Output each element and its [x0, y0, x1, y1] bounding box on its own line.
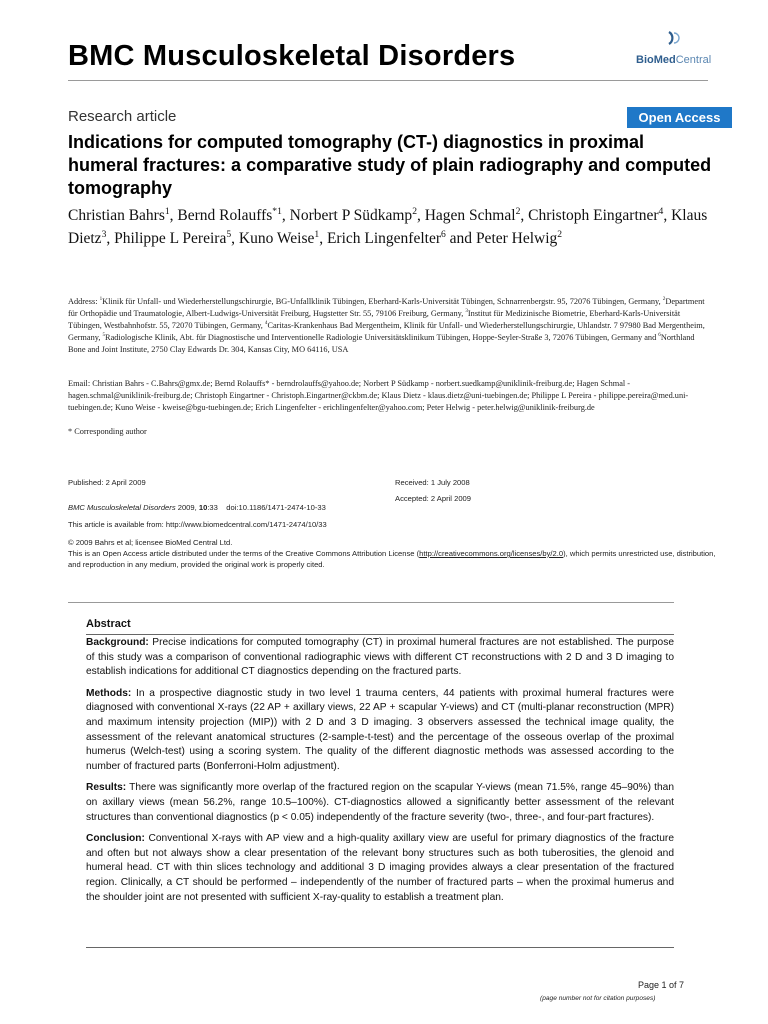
biomed-central-logo[interactable] [636, 30, 712, 72]
abstract-section-text: Precise indications for computed tomography (CT) in proximal humeral fractures are not established. The purpose of this study was a comparison of conventional radiographic views with different CT reconstructions with 2 D and 3 D imaging to establish indications for additional CT diagnostics depending on the fractured parts. [86, 637, 674, 678]
article-type: Research article [68, 108, 177, 125]
abstract-section-text: Conventional X-rays with AP view and a high-quality axillary view are useful for primary diagnostics of the fracture and often but not always show a clear presentation of the relevant bony structures such as both tuberosities, the glenoid and humeral head. CT with thin slices technology and additional 3 D imaging provides always a clear presentation of the fractured region. Clinically, a CT should be performed – independently of the number of fractured parts – when the proximal humerus and the shoulder joint are not presented with sufficient X-ray-quality to establish a treatment plan. [86, 833, 674, 903]
author-affiliation-mark: 2 [412, 205, 417, 217]
affiliation-text: Northland Bone and Joint Institute, 2750 Clay Edwards Dr. 304, Kansas City, MO 64116, USA [68, 333, 695, 354]
abstract-heading-rule [86, 634, 674, 635]
abstract-paragraph [86, 636, 674, 680]
abstract-paragraph [86, 781, 674, 825]
affiliation-text: Caritas-Krankenhaus Bad Mergentheim, Klinik für Unfall- und Wiederherstellungschirurgie, Uhlandstr. 7 97980 Bad Mergentheim, Germany, [68, 321, 705, 342]
affiliations [68, 296, 708, 356]
availability-url[interactable]: This article is available from: http://www.biomedcentral.com/1471-2474/10/33 [68, 520, 327, 529]
author-name: Erich Lingenfelter [326, 230, 441, 247]
abstract-section-label: Conclusion: [86, 833, 145, 845]
license-text [68, 548, 718, 570]
corresponding-author-note: * Corresponding author [68, 427, 147, 436]
citation-line [68, 502, 326, 513]
author-affiliation-mark: 4 [658, 205, 664, 217]
author-name: Christoph Eingartner [528, 207, 659, 224]
citation-year: 2009, [175, 503, 199, 512]
page-number: Page 1 of 7 [638, 980, 685, 990]
received-date: Received: 1 July 2008 [395, 478, 470, 487]
author-name: Philippe L Pereira [114, 230, 227, 247]
author-separator: , [231, 230, 239, 247]
license-text-a: This is an Open Access article distributed under the terms of the Creative Commons Attribution License ( [68, 549, 420, 558]
author-name: Bernd Rolauffs [177, 207, 273, 224]
author-name: Norbert P Südkamp [289, 207, 413, 224]
abstract-bottom-rule [86, 947, 674, 948]
journal-title: BMC Musculoskeletal Disorders [68, 40, 516, 72]
author-separator: , [319, 230, 327, 247]
abstract-heading: Abstract [86, 618, 131, 630]
abstract-section-label: Results: [86, 782, 127, 794]
open-access-badge: Open Access [627, 107, 732, 128]
author-affiliation-mark: 2 [515, 205, 521, 217]
author-name: Hagen Schmal [424, 207, 516, 224]
author-separator: and [445, 230, 476, 247]
author-separator: , [106, 230, 115, 247]
author-separator: , [169, 207, 178, 224]
biomed-arc-icon [666, 30, 680, 46]
author-affiliation-mark: 2 [557, 228, 563, 240]
abstract-section-text: In a prospective diagnostic study in two level 1 trauma centers, 44 patients with proximal humeral fractures were diagnosed with conventional X-rays (22 AP + axillary views, 22 AP + scapular Y-views) and CT (multi-planar reconstruction (MPR) and maximum intensity projection (MIP)) with 2 D and 3 D imaging. 3 observers assessed the technical image quality, the assessment of the relevant anatomical structures (2-sample-t-test) and the percentage of the osseous overlap of the proximal humerus (Welch-test) using a scoring system. The quality of the different diagnostic methods was assessed according to the number of fractured parts (Bonferroni-Holm adjustment). [86, 687, 674, 772]
affiliation-text: Radiologische Klinik, Abt. für Diagnostische und Interventionelle Radiologie Universitätsklinikum Tübingen, Hoppe-Seyler-Straße 3, 72076 Tübingen, Germany and [105, 333, 659, 342]
address-label: Address: [68, 297, 100, 306]
header-divider [68, 80, 708, 81]
license-link[interactable]: http://creativecommons.org/licenses/by/2.0 [419, 549, 564, 558]
affiliation-number: 1 [99, 296, 103, 303]
author-affiliation-mark: 1 [164, 205, 170, 217]
publisher-name [636, 54, 711, 66]
citation-doi: :33 doi:10.1186/1471-2474-10-33 [207, 503, 326, 512]
author-name: Christian Bahrs [68, 207, 165, 224]
citation-journal: BMC Musculoskeletal Disorders [68, 503, 176, 512]
abstract-section-label: Background: [86, 637, 149, 648]
affiliation-text: Department für Orthopädie und Traumatologie, Albert-Ludwigs-Universität Freiburg, Hugstetter Str. 55, 79106 Freiburg, Germany, [68, 297, 705, 318]
author-affiliation-mark: *1 [272, 205, 282, 217]
abstract-paragraph [86, 687, 674, 775]
affiliation-number: 6 [658, 332, 661, 339]
author-separator: , [520, 207, 529, 224]
accepted-date: Accepted: 2 April 2009 [395, 494, 471, 503]
author-separator: , [281, 207, 290, 224]
author-list [68, 204, 728, 250]
abstract-body [86, 636, 674, 912]
publisher-name-bold: BioMed [636, 54, 676, 66]
affiliation-number: 2 [662, 296, 666, 303]
abstract-top-rule [68, 602, 674, 603]
author-affiliation-mark: 1 [314, 228, 320, 240]
page-number-note: (page number not for citation purposes) [540, 995, 656, 1002]
author-affiliation-mark: 6 [441, 228, 446, 240]
license-block [68, 537, 718, 570]
publisher-name-rest: Central [675, 54, 712, 66]
author-affiliation-mark: 3 [101, 228, 107, 240]
author-affiliation-mark: 5 [226, 228, 232, 240]
author-name: Kuno Weise [238, 230, 315, 247]
abstract-section-label: Methods: [86, 687, 132, 699]
author-name: Klaus Dietz [68, 207, 708, 247]
affiliation-text: Institut für Medizinische Biometrie, Eberhard-Karls-Universität Tübingen, Westbahnhofstr. 55, 72070 Tübingen, Germany, [68, 309, 681, 330]
abstract-section-text: There was significantly more overlap of the fractured region on the scapular Y-views (mean 71.5%, range 45–90%) than on axillary views (mean 56.2%, range 10.5–100%). CT-diagnostics allowed a significantly better assessment of the relevant structures than conventional diagnostics (p < 0.05) independently of the fracture severity (two-, three-, and four-part fractures). [86, 782, 674, 823]
author-separator: , [416, 207, 425, 224]
copyright-line: © 2009 Bahrs et al; licensee BioMed Central Ltd. [68, 538, 233, 547]
article-title: Indications for computed tomography (CT-) diagnostics in proximal humeral fractures: a comparative study of plain radiography and computed tomography [68, 132, 712, 198]
license-text-b: ), which permits unrestricted use, distribution, and reproduction in any medium, provided the original work is properly cited. [68, 549, 716, 569]
affiliation-number: 5 [102, 332, 106, 339]
abstract-paragraph [86, 832, 674, 905]
affiliation-text: Klinik für Unfall- und Wiederherstellungschirurgie, BG-Unfallklinik Tübingen, Eberhard-Karls-Universität Tübingen, Schnarrenbergstr. 95, 72076 Tübingen, Germany, [102, 297, 663, 306]
author-emails: Email: Christian Bahrs - C.Bahrs@gmx.de; Bernd Rolauffs* - berndrolauffs@yahoo.de; Norbert P Südkamp - norbert.suedkamp@uniklinik-freiburg.de; Hagen Schmal - hagen.schmal@uniklinik-freiburg.de; Christoph Eingartner - Christoph.Eingartner@ckbm.de; Klaus Dietz - klaus.dietz@uni-tuebingen.de; Philippe L Pereira - philippe.pereira@med.uni-tuebingen.de; Kuno Weise - kweise@bgu-tuebingen.de; Erich Lingenfelter - erichlingenfelter@yahoo.com; Peter Helwig - peter.helwig@uniklinik-freiburg.de [68, 379, 689, 412]
affiliation-number: 4 [264, 320, 268, 327]
published-date: Published: 2 April 2009 [68, 478, 146, 487]
citation-volume: 10 [198, 503, 208, 512]
affiliation-number: 3 [465, 308, 468, 315]
author-name: Peter Helwig [475, 230, 558, 247]
author-separator: , [663, 207, 672, 224]
